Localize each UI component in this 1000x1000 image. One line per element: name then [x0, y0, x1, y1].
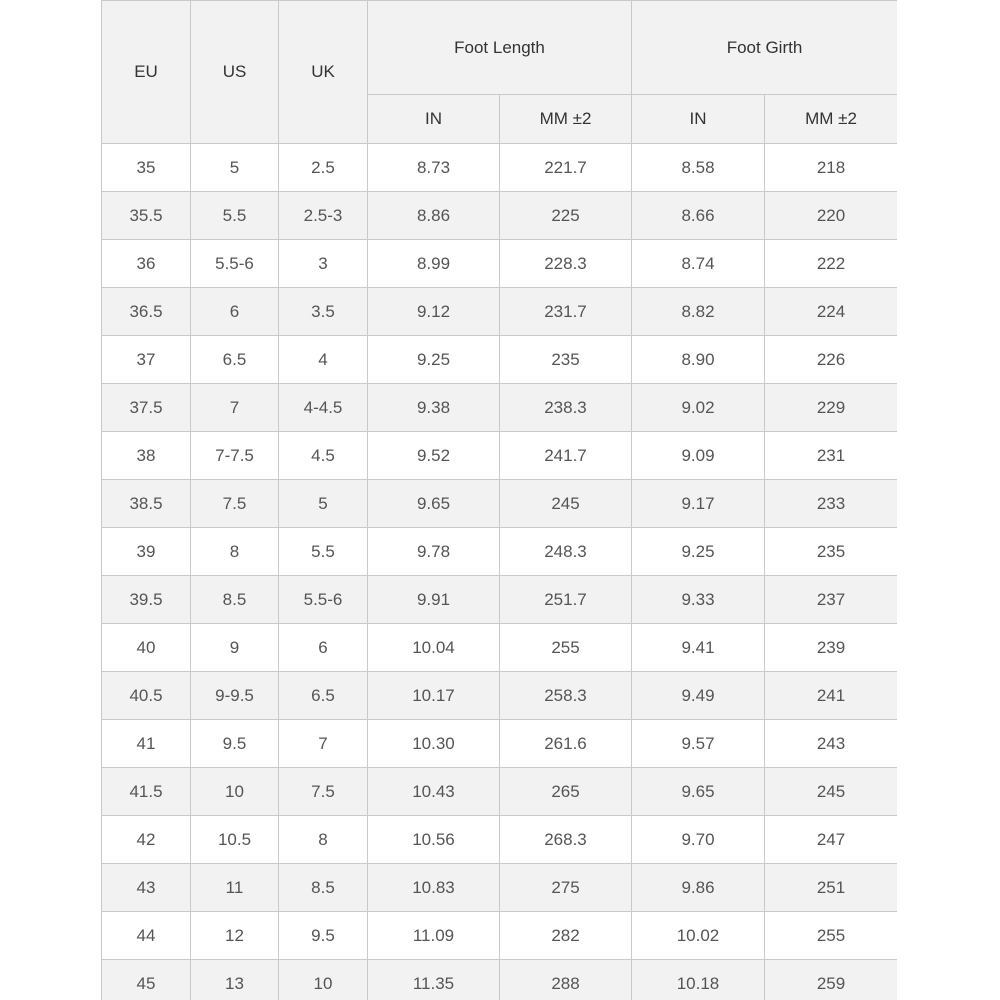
cell-uk: 3.5 — [279, 288, 368, 336]
cell-length-mm: 275 — [500, 864, 632, 912]
cell-length-mm: 248.3 — [500, 528, 632, 576]
cell-eu: 38.5 — [102, 480, 191, 528]
header-eu: EU — [102, 1, 191, 144]
cell-length-mm: 258.3 — [500, 672, 632, 720]
table-row — [102, 720, 898, 768]
cell-length-mm: 265 — [500, 768, 632, 816]
cell-girth-in: 9.70 — [632, 816, 765, 864]
cell-girth-mm: 239 — [765, 624, 898, 672]
cell-girth-mm: 255 — [765, 912, 898, 960]
cell-length-in: 9.65 — [368, 480, 500, 528]
cell-uk: 3 — [279, 240, 368, 288]
cell-uk: 6.5 — [279, 672, 368, 720]
cell-eu: 39 — [102, 528, 191, 576]
cell-girth-mm: 222 — [765, 240, 898, 288]
cell-girth-in: 10.18 — [632, 960, 765, 1000]
cell-us: 9 — [191, 624, 279, 672]
cell-girth-in: 9.65 — [632, 768, 765, 816]
cell-us: 7-7.5 — [191, 432, 279, 480]
cell-eu: 36 — [102, 240, 191, 288]
cell-uk: 2.5 — [279, 144, 368, 192]
header-uk: UK — [279, 1, 368, 144]
table-row — [102, 576, 898, 624]
header-girth-mm: MM ±2 — [765, 95, 898, 144]
cell-us: 5.5 — [191, 192, 279, 240]
cell-length-mm: 225 — [500, 192, 632, 240]
cell-length-mm: 221.7 — [500, 144, 632, 192]
cell-length-mm: 251.7 — [500, 576, 632, 624]
cell-eu: 39.5 — [102, 576, 191, 624]
cell-uk: 7 — [279, 720, 368, 768]
cell-eu: 38 — [102, 432, 191, 480]
cell-girth-in: 9.17 — [632, 480, 765, 528]
header-length-mm: MM ±2 — [500, 95, 632, 144]
cell-eu: 36.5 — [102, 288, 191, 336]
cell-girth-mm: 251 — [765, 864, 898, 912]
cell-eu: 41 — [102, 720, 191, 768]
cell-eu: 37 — [102, 336, 191, 384]
cell-length-mm: 231.7 — [500, 288, 632, 336]
cell-us: 12 — [191, 912, 279, 960]
cell-length-mm: 235 — [500, 336, 632, 384]
cell-length-mm: 282 — [500, 912, 632, 960]
cell-length-mm: 261.6 — [500, 720, 632, 768]
table-row — [102, 432, 898, 480]
cell-length-in: 9.78 — [368, 528, 500, 576]
table-row — [102, 768, 898, 816]
header-girth-in: IN — [632, 95, 765, 144]
cell-eu: 35 — [102, 144, 191, 192]
cell-length-in: 10.30 — [368, 720, 500, 768]
table-row — [102, 144, 898, 192]
cell-girth-mm: 229 — [765, 384, 898, 432]
cell-girth-mm: 259 — [765, 960, 898, 1000]
cell-length-mm: 288 — [500, 960, 632, 1000]
cell-girth-in: 10.02 — [632, 912, 765, 960]
cell-us: 6 — [191, 288, 279, 336]
cell-uk: 7.5 — [279, 768, 368, 816]
cell-uk: 5.5-6 — [279, 576, 368, 624]
cell-girth-mm: 241 — [765, 672, 898, 720]
cell-eu: 44 — [102, 912, 191, 960]
table-row — [102, 816, 898, 864]
cell-us: 5 — [191, 144, 279, 192]
table-row — [102, 240, 898, 288]
cell-us: 9-9.5 — [191, 672, 279, 720]
cell-eu: 42 — [102, 816, 191, 864]
cell-girth-mm: 231 — [765, 432, 898, 480]
cell-length-mm: 228.3 — [500, 240, 632, 288]
cell-girth-in: 9.09 — [632, 432, 765, 480]
cell-girth-mm: 218 — [765, 144, 898, 192]
cell-girth-mm: 235 — [765, 528, 898, 576]
cell-girth-in: 9.41 — [632, 624, 765, 672]
cell-length-in: 10.04 — [368, 624, 500, 672]
cell-us: 5.5-6 — [191, 240, 279, 288]
cell-length-in: 9.25 — [368, 336, 500, 384]
cell-us: 9.5 — [191, 720, 279, 768]
cell-length-mm: 255 — [500, 624, 632, 672]
cell-length-in: 10.17 — [368, 672, 500, 720]
table-row — [102, 624, 898, 672]
header-foot-girth: Foot Girth — [632, 1, 898, 95]
cell-length-mm: 245 — [500, 480, 632, 528]
header-us: US — [191, 1, 279, 144]
cell-girth-in: 8.74 — [632, 240, 765, 288]
cell-uk: 4.5 — [279, 432, 368, 480]
cell-eu: 35.5 — [102, 192, 191, 240]
size-table — [101, 0, 897, 1000]
table-row — [102, 480, 898, 528]
cell-eu: 40 — [102, 624, 191, 672]
cell-girth-mm: 220 — [765, 192, 898, 240]
table-row — [102, 528, 898, 576]
table-row — [102, 336, 898, 384]
cell-girth-mm: 243 — [765, 720, 898, 768]
cell-length-mm: 238.3 — [500, 384, 632, 432]
cell-girth-mm: 245 — [765, 768, 898, 816]
cell-girth-mm: 247 — [765, 816, 898, 864]
cell-length-in: 9.91 — [368, 576, 500, 624]
cell-us: 11 — [191, 864, 279, 912]
header-foot-length: Foot Length — [368, 1, 632, 95]
cell-uk: 4-4.5 — [279, 384, 368, 432]
cell-girth-in: 9.33 — [632, 576, 765, 624]
cell-uk: 5.5 — [279, 528, 368, 576]
cell-girth-in: 8.66 — [632, 192, 765, 240]
cell-girth-in: 9.02 — [632, 384, 765, 432]
cell-uk: 10 — [279, 960, 368, 1000]
cell-length-in: 10.43 — [368, 768, 500, 816]
cell-us: 7 — [191, 384, 279, 432]
cell-girth-in: 8.90 — [632, 336, 765, 384]
table-row — [102, 384, 898, 432]
cell-uk: 9.5 — [279, 912, 368, 960]
cell-us: 8 — [191, 528, 279, 576]
cell-uk: 6 — [279, 624, 368, 672]
cell-girth-mm: 237 — [765, 576, 898, 624]
cell-length-in: 9.52 — [368, 432, 500, 480]
cell-length-in: 11.35 — [368, 960, 500, 1000]
cell-girth-in: 9.86 — [632, 864, 765, 912]
cell-us: 8.5 — [191, 576, 279, 624]
cell-length-in: 8.86 — [368, 192, 500, 240]
table-row — [102, 288, 898, 336]
cell-length-mm: 268.3 — [500, 816, 632, 864]
cell-length-in: 9.38 — [368, 384, 500, 432]
cell-us: 7.5 — [191, 480, 279, 528]
table-row — [102, 864, 898, 912]
size-chart — [101, 0, 897, 1000]
cell-eu: 45 — [102, 960, 191, 1000]
cell-girth-in: 9.25 — [632, 528, 765, 576]
cell-girth-mm: 226 — [765, 336, 898, 384]
cell-length-in: 10.83 — [368, 864, 500, 912]
cell-uk: 4 — [279, 336, 368, 384]
header-length-in: IN — [368, 95, 500, 144]
cell-eu: 41.5 — [102, 768, 191, 816]
cell-uk: 8 — [279, 816, 368, 864]
table-row — [102, 192, 898, 240]
cell-length-in: 8.99 — [368, 240, 500, 288]
cell-us: 13 — [191, 960, 279, 1000]
cell-us: 6.5 — [191, 336, 279, 384]
cell-us: 10 — [191, 768, 279, 816]
table-body — [102, 144, 898, 1000]
cell-girth-in: 8.82 — [632, 288, 765, 336]
cell-eu: 40.5 — [102, 672, 191, 720]
cell-length-in: 11.09 — [368, 912, 500, 960]
cell-length-in: 8.73 — [368, 144, 500, 192]
cell-us: 10.5 — [191, 816, 279, 864]
cell-length-in: 10.56 — [368, 816, 500, 864]
cell-girth-mm: 224 — [765, 288, 898, 336]
table-row — [102, 672, 898, 720]
cell-uk: 5 — [279, 480, 368, 528]
cell-girth-mm: 233 — [765, 480, 898, 528]
cell-eu: 37.5 — [102, 384, 191, 432]
cell-eu: 43 — [102, 864, 191, 912]
cell-length-mm: 241.7 — [500, 432, 632, 480]
table-row — [102, 960, 898, 1000]
cell-girth-in: 9.49 — [632, 672, 765, 720]
table-row — [102, 912, 898, 960]
cell-uk: 8.5 — [279, 864, 368, 912]
cell-girth-in: 8.58 — [632, 144, 765, 192]
cell-length-in: 9.12 — [368, 288, 500, 336]
cell-uk: 2.5-3 — [279, 192, 368, 240]
cell-girth-in: 9.57 — [632, 720, 765, 768]
